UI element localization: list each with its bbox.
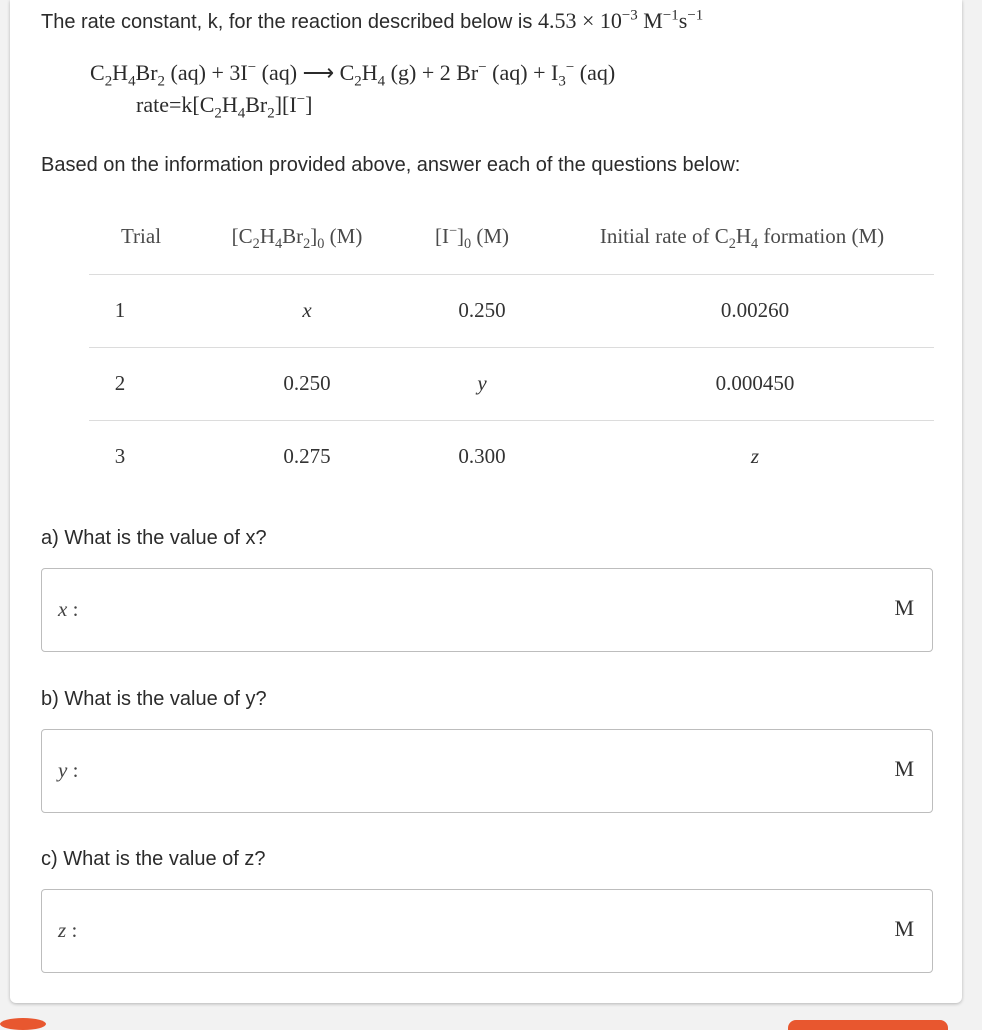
row1-conc-b: 0.250	[458, 298, 506, 322]
partial-orange-button-left[interactable]	[0, 1018, 46, 1030]
row1-conc-a: x	[302, 298, 312, 322]
answer-label-y: y :	[58, 758, 79, 782]
row3-trial: 3	[114, 444, 126, 468]
intro-text: The rate constant, k, for the reaction described below is	[41, 11, 533, 33]
question-b-prompt: b) What is the value of y?	[41, 688, 267, 710]
row1-rate: 0.00260	[720, 298, 790, 322]
k-mantissa: 4.53	[537, 8, 577, 33]
partial-orange-button-right[interactable]	[788, 1020, 948, 1030]
answer-label-x: x :	[58, 597, 79, 621]
k-unit-s: s	[678, 8, 688, 33]
k-unit-m: M	[643, 8, 663, 33]
intro-line	[41, 8, 703, 34]
answer-label-z: z :	[58, 918, 78, 942]
table-divider	[89, 274, 934, 275]
row2-rate: 0.000450	[715, 371, 795, 395]
k-unit-s-exp: −1	[687, 7, 704, 24]
header-conc-iodide: $[I^-]_0$ (M)	[434, 223, 510, 253]
row3-conc-b: 0.300	[458, 444, 506, 468]
row2-conc-b: y	[477, 371, 487, 395]
row2-trial: 2	[114, 371, 126, 395]
z-answer-input[interactable]	[102, 908, 866, 954]
header-conc-dibromide: $[C_2H_4Br_2]_0$ (M)	[231, 224, 363, 253]
question-c-prompt: c) What is the value of z?	[41, 848, 266, 870]
unit-label-x: M	[894, 595, 914, 620]
header-trial: Trial	[120, 224, 162, 248]
row3-conc-a: 0.275	[283, 444, 331, 468]
rate-law: $rate=k[C_2H_4Br_2][I^-]$	[136, 91, 313, 122]
rate-constant	[538, 8, 703, 33]
x-answer-input[interactable]	[102, 587, 866, 633]
reaction-arrow: ⟶	[302, 60, 335, 85]
answer-box-z	[41, 889, 933, 973]
question-a-prompt: a) What is the value of x?	[41, 527, 267, 549]
chemical-equation: $C_2H_4Br_2$ (aq) + 3I− (aq) ⟶ $C_2H_4$ (g) + 2 Br− $(aq) + I_3^-$ (aq)	[90, 59, 616, 90]
answer-box-x	[41, 568, 933, 652]
k-unit-m-exp: −1	[662, 7, 679, 24]
row2-conc-a: 0.250	[283, 371, 331, 395]
table-divider	[89, 420, 934, 421]
table-divider	[89, 347, 934, 348]
question-card	[10, 0, 962, 1003]
k-exponent: −3	[621, 7, 638, 24]
answer-box-y	[41, 729, 933, 813]
y-answer-input[interactable]	[102, 748, 866, 794]
row3-rate: z	[750, 444, 760, 468]
k-base: 10	[599, 8, 622, 33]
unit-label-y: M	[894, 756, 914, 781]
row1-trial: 1	[114, 298, 126, 322]
unit-label-z: M	[894, 916, 914, 941]
times-sign: ×	[581, 8, 595, 33]
instructions-text: Based on the information provided above, answer each of the questions below:	[41, 154, 741, 176]
header-initial-rate: Initial rate of $C_2H_4$ formation (M)	[599, 224, 885, 253]
